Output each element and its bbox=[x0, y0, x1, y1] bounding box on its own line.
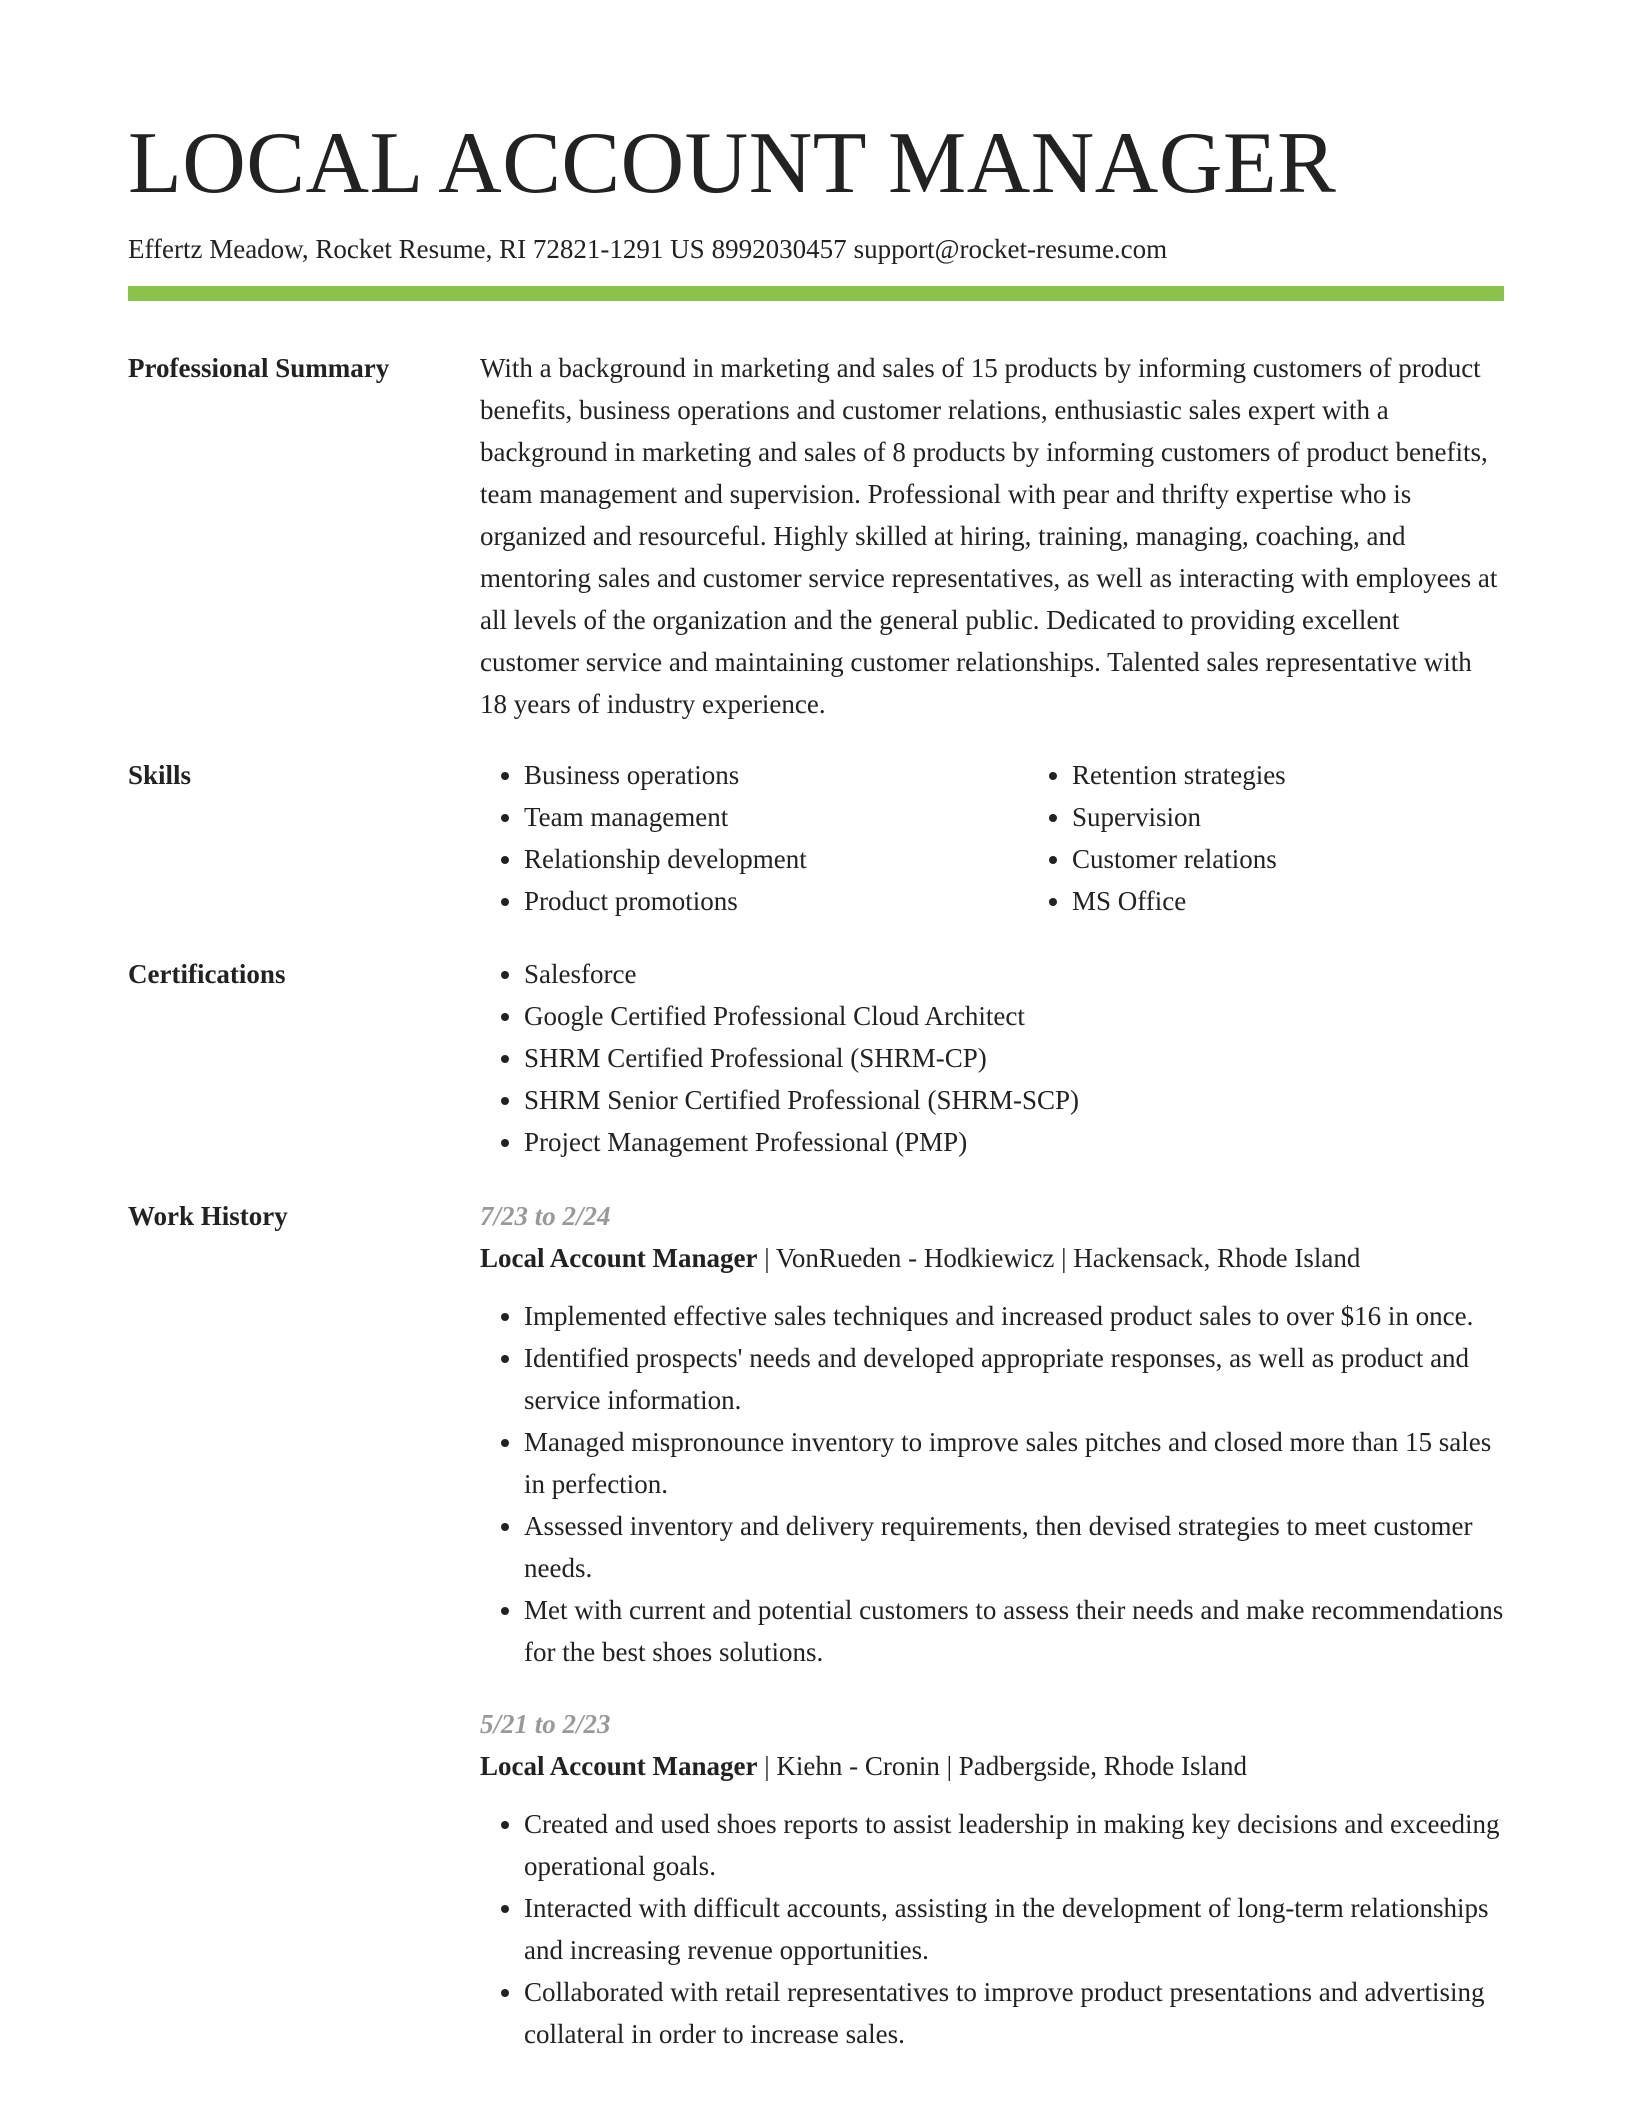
job-bullet: • Created and used shoes reports to assist leadership in making key decisions and exceeding operational goals. bbox=[524, 1803, 1504, 1887]
job-bullet: • Met with current and potential customers to assess their needs and make recommendations for the best shoes solutions. bbox=[524, 1589, 1504, 1673]
job-bullet: • Managed mispronounce inventory to improve sales pitches and closed more than 15 sales in perfection. bbox=[524, 1421, 1504, 1505]
job-entry bbox=[480, 1703, 1504, 2055]
skill-item: • Retention strategies bbox=[1072, 754, 1532, 796]
skills-list-left bbox=[480, 754, 984, 922]
summary-heading: Professional Summary bbox=[128, 353, 390, 383]
job-bullets bbox=[480, 1295, 1504, 1673]
job-heading bbox=[480, 1237, 1504, 1279]
skill-item: • Customer relations bbox=[1072, 838, 1532, 880]
certifications-list bbox=[480, 953, 1504, 1163]
skill-item: • Relationship development bbox=[524, 838, 984, 880]
job-dates: 5/21 to 2/23 bbox=[480, 1709, 611, 1739]
certification-item: • Salesforce bbox=[524, 953, 1504, 995]
header-accent-rule bbox=[128, 286, 1504, 301]
job-bullet: • Implemented effective sales techniques and increased product sales to over $16 in once. bbox=[524, 1295, 1504, 1337]
skill-item: • Supervision bbox=[1072, 796, 1532, 838]
contact-line bbox=[128, 232, 1167, 266]
contact-address: Effertz Meadow, Rocket Resume, RI 72821-1291 US bbox=[128, 234, 705, 264]
job-employer-location: | Kiehn - Cronin | Padbergside, Rhode Island bbox=[757, 1751, 1247, 1781]
job-bullet: • Collaborated with retail representatives to improve product presentations and advertising collateral in order to increase sales. bbox=[524, 1971, 1504, 2055]
job-title: Local Account Manager bbox=[480, 1243, 758, 1273]
skills-heading: Skills bbox=[128, 760, 192, 790]
skill-item: • Business operations bbox=[524, 754, 984, 796]
certification-item: • Project Management Professional (PMP) bbox=[524, 1121, 1504, 1163]
job-bullet: • Interacted with difficult accounts, assisting in the development of long-term relationships and increasing revenue opportunities. bbox=[524, 1887, 1504, 1971]
job-dates: 7/23 to 2/24 bbox=[480, 1201, 611, 1231]
job-heading bbox=[480, 1745, 1504, 1787]
certification-item: • Google Certified Professional Cloud Architect bbox=[524, 995, 1504, 1037]
job-employer-location: | VonRueden - Hodkiewicz | Hackensack, Rhode Island bbox=[757, 1243, 1361, 1273]
job-bullet: • Assessed inventory and delivery requirements, then devised strategies to meet customer needs. bbox=[524, 1505, 1504, 1589]
skill-item: • Team management bbox=[524, 796, 984, 838]
skill-item: • Product promotions bbox=[524, 880, 984, 922]
skills-grid bbox=[480, 754, 1504, 922]
job-title: Local Account Manager bbox=[480, 1751, 758, 1781]
contact-phone: 8992030457 bbox=[711, 234, 847, 264]
skills-list-right bbox=[1028, 754, 1532, 922]
certifications-heading: Certifications bbox=[128, 959, 286, 989]
job-entry bbox=[480, 1195, 1504, 1673]
job-bullets bbox=[480, 1803, 1504, 2055]
work-history-heading: Work History bbox=[128, 1201, 288, 1231]
contact-email[interactable]: support@rocket-resume.com bbox=[853, 234, 1168, 264]
certification-item: • SHRM Senior Certified Professional (SHRM-SCP) bbox=[524, 1079, 1504, 1121]
certification-item: • SHRM Certified Professional (SHRM-CP) bbox=[524, 1037, 1504, 1079]
resume-title: LOCAL ACCOUNT MANAGER bbox=[128, 115, 1337, 212]
summary-text: With a background in marketing and sales of 15 products by informing customers of product benefits, business operations and customer relations, enthusiastic sales expert with a background in marketing and sales of 8 products by informing customers of product benefits, team management and supervision. Professional with pear and thrifty expertise who is organized and resourceful. Highly skilled at hiring, training, managing, coaching, and mentoring sales and customer service representatives, as well as interacting with employees at all levels of the organization and the general public. Dedicated to providing excellent customer service and maintaining customer relationships. Talented sales representative with 18 years of industry experience. bbox=[480, 353, 1498, 719]
skill-item: • MS Office bbox=[1072, 880, 1532, 922]
job-bullet: • Identified prospects' needs and developed appropriate responses, as well as product and service information. bbox=[524, 1337, 1504, 1421]
